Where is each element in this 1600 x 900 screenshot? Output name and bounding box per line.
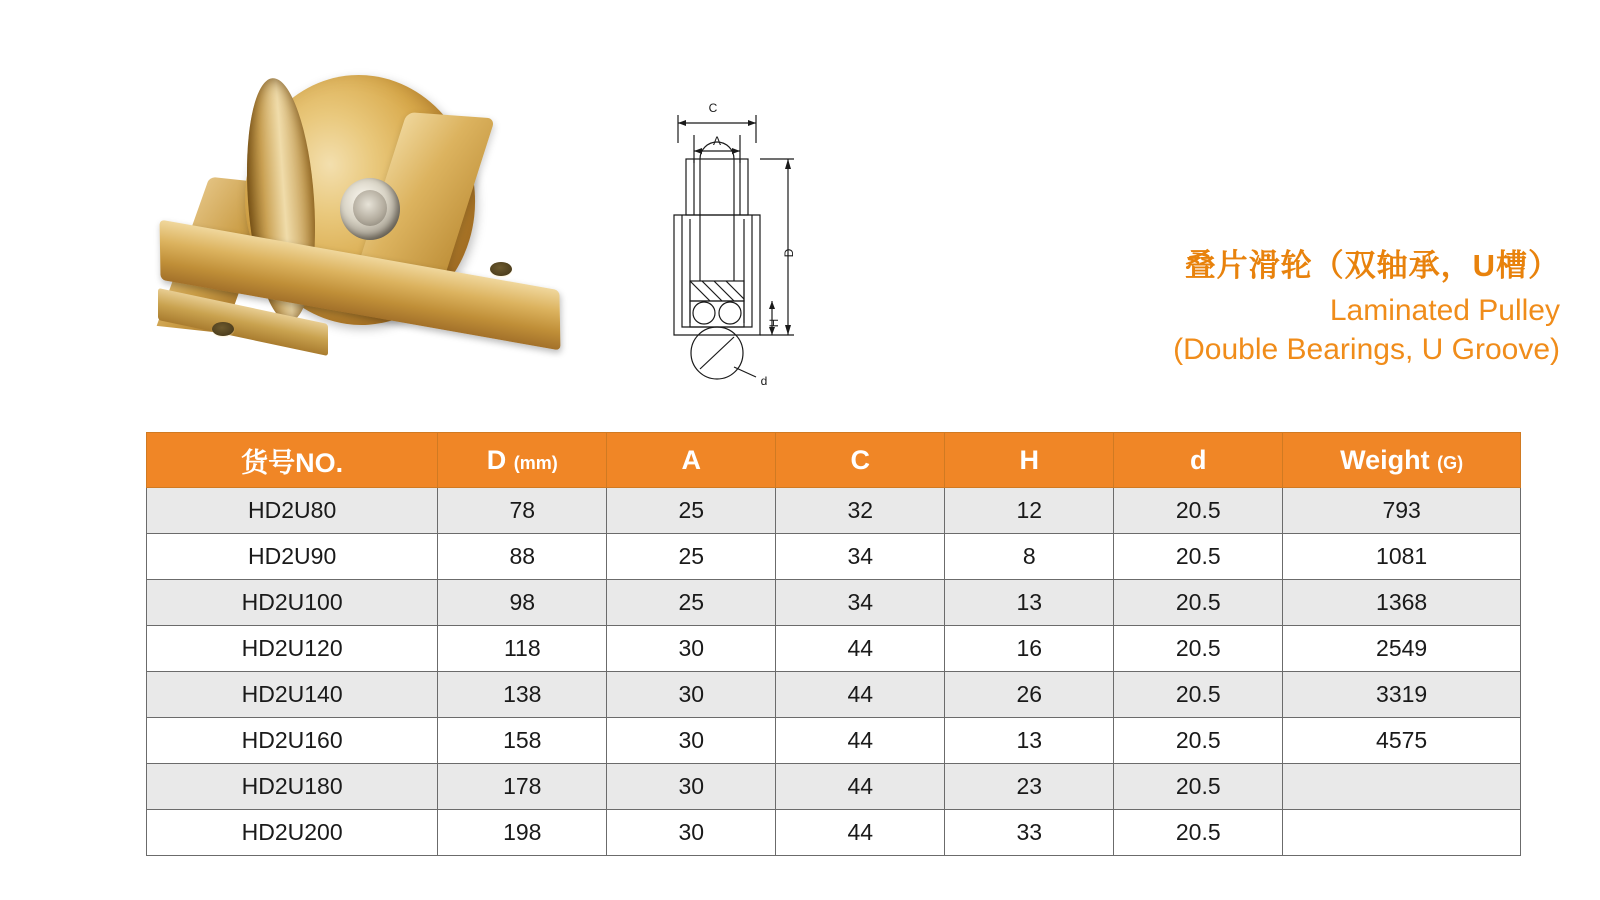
cell-d-small: 20.5 [1114,580,1283,626]
cell-no: HD2U120 [147,626,438,672]
drawing-label-c: C [708,101,718,115]
header-cell-d-small [1114,433,1283,488]
header-label-a: A [681,444,702,475]
cell-h: 12 [945,488,1114,534]
header-label-weight: Weight [1340,444,1430,475]
cell-d-small: 20.5 [1114,672,1283,718]
cell-no: HD2U100 [147,580,438,626]
cell-c: 44 [776,810,945,856]
spec-table [146,432,1521,856]
cell-h: 16 [945,626,1114,672]
title-block [940,245,1560,369]
bolt-hole-right [490,262,512,276]
cell-weight: 1368 [1283,580,1521,626]
table-row [147,810,1521,856]
cell-c: 44 [776,718,945,764]
cell-c: 44 [776,626,945,672]
cell-no: HD2U80 [147,488,438,534]
cell-h: 33 [945,810,1114,856]
cell-d: 198 [438,810,607,856]
cell-weight: 793 [1283,488,1521,534]
cell-d: 98 [438,580,607,626]
header-cell-no [147,433,438,488]
cell-a: 25 [607,580,776,626]
header-unit-d: (mm) [513,452,558,473]
drawing-label-h: H [767,318,781,328]
cell-a: 30 [607,810,776,856]
header-cell-d [438,433,607,488]
cell-h: 13 [945,580,1114,626]
cell-weight [1283,764,1521,810]
cell-d-small: 20.5 [1114,488,1283,534]
table-row [147,488,1521,534]
cell-h: 23 [945,764,1114,810]
cell-d: 138 [438,672,607,718]
header-label-c: C [850,444,871,475]
cell-a: 30 [607,672,776,718]
cell-d-small: 20.5 [1114,626,1283,672]
cell-c: 44 [776,764,945,810]
cell-no: HD2U180 [147,764,438,810]
pulley-axle [353,190,387,226]
table-header-row [147,433,1521,488]
cell-d-small: 20.5 [1114,764,1283,810]
cell-d: 158 [438,718,607,764]
table-row [147,626,1521,672]
cell-h: 13 [945,718,1114,764]
technical-drawing-svg [660,85,860,395]
cell-no: HD2U200 [147,810,438,856]
table-row [147,718,1521,764]
header-cell-h [945,433,1114,488]
header-cell-weight [1283,433,1521,488]
cell-c: 44 [776,672,945,718]
title-english-line2: (Double Bearings, U Groove) [1173,332,1560,366]
cell-d-small: 20.5 [1114,534,1283,580]
cell-c: 34 [776,534,945,580]
cell-a: 25 [607,534,776,580]
cell-d-small: 20.5 [1114,810,1283,856]
table-row [147,764,1521,810]
cell-no: HD2U140 [147,672,438,718]
cell-d: 178 [438,764,607,810]
table-row [147,534,1521,580]
title-english-line1: Laminated Pulley [1329,293,1560,327]
header-label-no: 货号NO. [241,447,344,478]
header-cell-a [607,433,776,488]
cell-d: 88 [438,534,607,580]
header-unit-weight: (G) [1437,452,1464,473]
drawing-label-a: A [712,134,722,148]
cell-weight [1283,810,1521,856]
cell-weight: 4575 [1283,718,1521,764]
cell-a: 30 [607,764,776,810]
technical-drawing [660,85,860,395]
cell-h: 8 [945,534,1114,580]
cell-a: 30 [607,626,776,672]
header-cell-c [776,433,945,488]
cell-a: 30 [607,718,776,764]
table-row [147,580,1521,626]
cell-no: HD2U90 [147,534,438,580]
cell-d-small: 20.5 [1114,718,1283,764]
cell-d: 78 [438,488,607,534]
cell-c: 32 [776,488,945,534]
cell-c: 34 [776,580,945,626]
drawing-label-d-small: d [760,374,768,388]
product-photo [150,60,580,390]
title-chinese: 叠片滑轮（双轴承，U槽） [1184,248,1560,283]
drawing-label-d-vertical: D [782,248,796,258]
cell-no: HD2U160 [147,718,438,764]
cell-d: 118 [438,626,607,672]
header-label-h: H [1019,444,1040,475]
spec-table-container [146,432,1521,856]
cell-weight: 3319 [1283,672,1521,718]
cell-weight: 2549 [1283,626,1521,672]
cell-weight: 1081 [1283,534,1521,580]
header-label-d: D [486,444,507,475]
header-label-d-small: d [1190,444,1207,475]
bolt-hole-left [212,322,234,336]
table-row [147,672,1521,718]
cell-h: 26 [945,672,1114,718]
cell-a: 25 [607,488,776,534]
